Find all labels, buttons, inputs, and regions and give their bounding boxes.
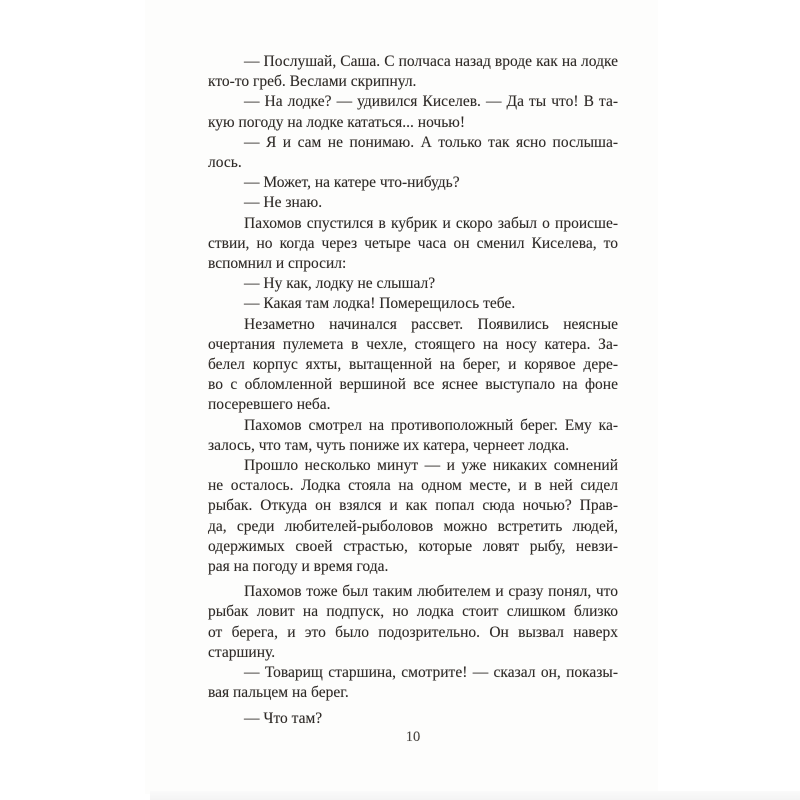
text-line: — Может, на катере что-нибудь? xyxy=(244,174,460,192)
text-line: — Что там? xyxy=(244,709,323,727)
text-column xyxy=(208,52,618,729)
text-line: Прошло несколько минут — и уже никаких сомнений xyxy=(244,457,618,475)
text-line: да, среди любителей-рыболовов можно встретить людей, xyxy=(208,517,618,535)
text-line: посеревшего неба. xyxy=(208,396,331,414)
text-line: — Какая там лодка! Померещилось тебе. xyxy=(244,295,516,313)
text-line: старшину. xyxy=(208,643,276,661)
text-line: белел корпус яхты, вытащенной на берег, и корявое дере- xyxy=(208,356,618,374)
text-line: кто-то греб. Веслами скрипнул. xyxy=(208,73,417,91)
text-line: лось. xyxy=(208,154,242,172)
text-line: ствии, но когда через четыре часа он сменил Киселева, то xyxy=(208,234,618,252)
text-line: — Послушай, Саша. С полчаса назад вроде как на лодке xyxy=(244,53,618,70)
text-line: — Не знаю. xyxy=(244,194,323,212)
text-line: вспомнил и спросил: xyxy=(208,255,347,273)
text-line: Незаметно начинался рассвет. Появились неясные xyxy=(244,315,618,333)
text-line: вая пальцем на берег. xyxy=(208,684,349,702)
text-line: — Ну как, лодку не слышал? xyxy=(244,275,436,293)
text-line: Пахомов тоже был таким любителем и сразу понял, что xyxy=(244,583,618,601)
page-number: 10 xyxy=(405,729,421,745)
text-line: рыбак ловит на подпуск, но лодка стоит слишком близко xyxy=(208,603,618,621)
page-bottom-edge xyxy=(150,791,800,800)
text-line: кую погоду на лодке кататься... ночью! xyxy=(208,113,466,131)
text-line: — Товарищ старшина, смотрите! — сказал он, показы- xyxy=(244,664,618,682)
text-line: одержимых своей страстью, которые ловят рыбу, невзи- xyxy=(208,537,618,555)
text-line: рыбак. Откуда он взялся и как попал сюда ночью? Прав- xyxy=(208,497,618,515)
text-line: очертания пулемета в чехле, стоящего на носу катера. За- xyxy=(208,335,618,353)
text-line: от берега, и это было подозрительно. Он вызвал наверх xyxy=(208,623,618,641)
text-line: не осталось. Лодка стояла на одном месте, и в ней сидел xyxy=(208,477,618,495)
text-line: во с обломленной вершиной все яснее выступало на фоне xyxy=(208,376,618,394)
text-line: Пахомов смотрел на противоположный берег. Ему ка- xyxy=(244,416,618,434)
text-line: залось, что там, чуть пониже их катера, чернеет лодка. xyxy=(208,436,570,454)
text-line: — Я и сам не понимаю. А только так ясно послыша- xyxy=(244,133,618,151)
text-line: рая на погоду и время года. xyxy=(208,558,389,576)
text-line: — На лодке? — удивился Киселев. — Да ты что! В та- xyxy=(244,93,618,111)
text-line: Пахомов спустился в кубрик и скоро забыл о происше- xyxy=(244,214,618,232)
